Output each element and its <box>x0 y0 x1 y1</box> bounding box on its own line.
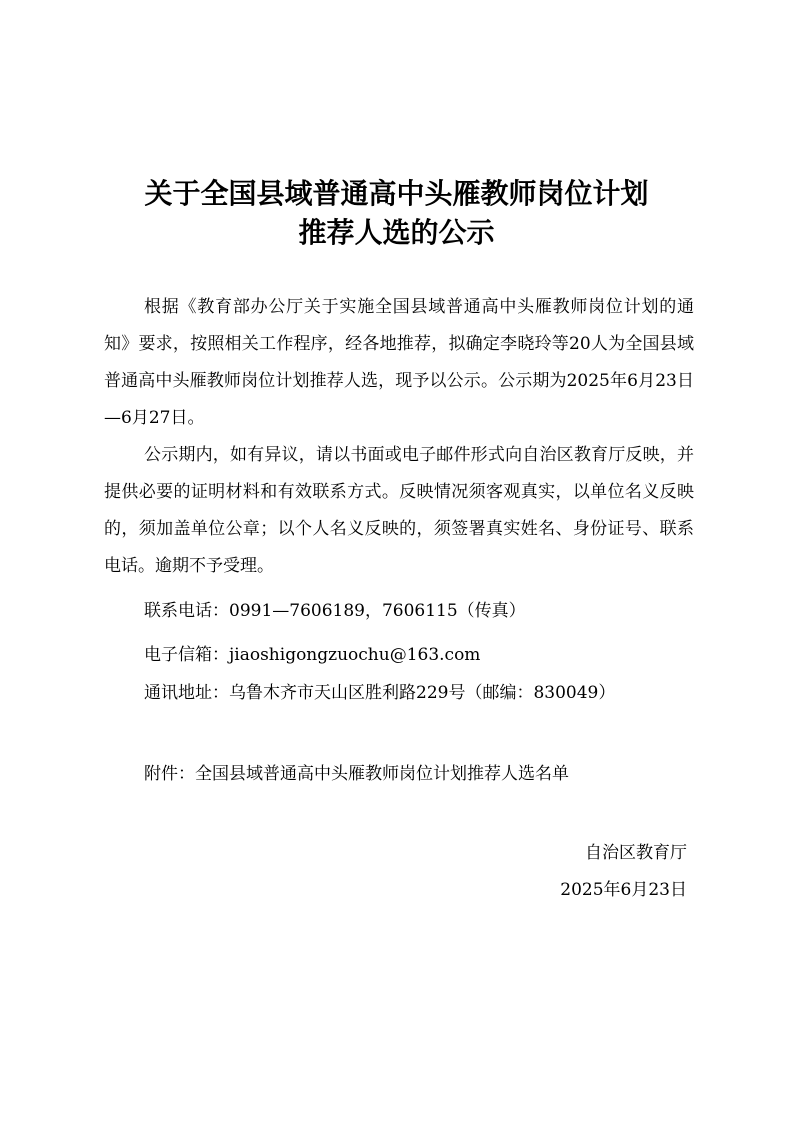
contact-email: 电子信箱：jiaoshigongzuochu@163.com <box>144 645 481 665</box>
signature-org: 自治区教育厅 <box>585 843 687 863</box>
document-title-line-1: 关于全国县域普通高中头雁教师岗位计划 <box>144 177 649 210</box>
signature-date: 2025年6月23日 <box>560 880 687 900</box>
attachment-note: 附件：全国县域普通高中头雁教师岗位计划推荐人选名单 <box>144 764 569 784</box>
body-paragraph-1: 根据《教育部办公厅关于实施全国县域普通高中头雁教师岗位计划的通知》要求，按照相关工作程序，经各地推荐，拟确定李晓玲等20人为全国县域普通高中头雁教师岗位计划推荐人选，现予以公示。公示期为2025年6月23日—6月27日。 <box>104 297 694 428</box>
body-paragraph-2: 公示期内，如有异议，请以书面或电子邮件形式向自治区教育厅反映，并提供必要的证明材料和有效联系方式。反映情况须客观真实，以单位名义反映的，须加盖单位公章；以个人名义反映的，须签署真实姓名、身份证号、联系电话。逾期不予受理。 <box>104 445 694 576</box>
contact-address: 通讯地址：乌鲁木齐市天山区胜利路229号（邮编：830049） <box>144 683 616 703</box>
contact-phone: 联系电话：0991—7606189，7606115（传真） <box>144 601 526 621</box>
document-title-line-2: 推荐人选的公示 <box>298 216 495 249</box>
document-body <box>104 289 694 585</box>
